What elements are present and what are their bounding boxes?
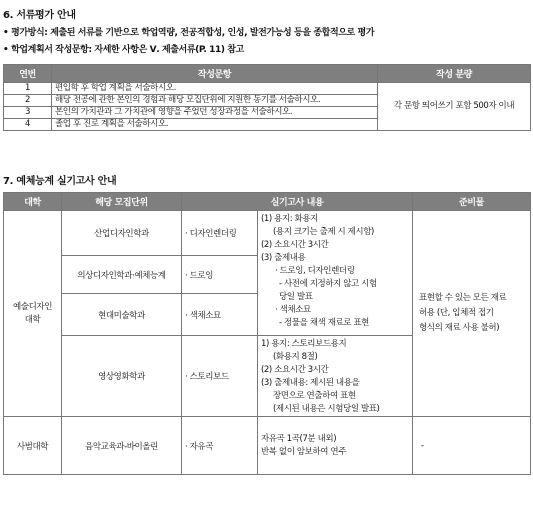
content-line: (3) 출제내용: 제시된 내용을 [261, 378, 360, 388]
row-no: 1 [4, 83, 52, 95]
content-line: · 색채소묘 [275, 305, 311, 315]
content-line: (화용지 8절) [273, 352, 318, 362]
table-header-row [4, 65, 531, 83]
table-row [4, 211, 531, 256]
header-content: 실기고사 내용 [182, 193, 413, 211]
unit-exam: · 디자인렌더링 [182, 211, 258, 256]
unit-exam: · 스토리보드 [182, 336, 258, 417]
content-line: (제시된 내용은 시험당일 발표) [273, 404, 380, 414]
unit-exam: · 색채소묘 [182, 294, 258, 336]
materials-art: 표현할 수 있는 모든 재료 허용 (단, 입체적 접기 형식의 재료 사용 불허) [413, 211, 531, 417]
content-line: (용지 크기는 출제 시 제시함) [273, 227, 374, 237]
header-materials: 준비물 [413, 193, 531, 211]
table-row [4, 83, 531, 95]
unit-name: 음악교육과-바이올린 [62, 417, 182, 475]
materials-music: - [413, 417, 531, 475]
row-no: 4 [4, 119, 52, 131]
content-line: 당일 발표 [279, 292, 313, 302]
essay-question-table [3, 64, 531, 131]
content-line: 1) 용지: 스토리보드용지 [261, 339, 347, 349]
header-college: 대학 [4, 193, 62, 211]
row-no: 3 [4, 107, 52, 119]
exam-content-art [258, 211, 413, 336]
section6-bullet-method: • 평가방식: 제출된 서류를 기반으로 학업역량, 전공적합성, 인성, 발전가능성 등을 종합적으로 평가 [3, 28, 375, 38]
content-line: (3) 출제내용 [261, 253, 306, 263]
table-header-row [4, 193, 531, 211]
unit-name: 산업디자인학과 [62, 211, 182, 256]
content-line: - 사전에 지정하지 않고 시험 [279, 279, 377, 289]
content-line: - 정물을 채색 재료로 표현 [279, 318, 369, 328]
college-education: 사범대학 [4, 417, 62, 475]
content-line: (2) 소요시간 3시간 [261, 365, 329, 375]
unit-exam: · 드로잉 [182, 256, 258, 294]
content-line: (1) 용지: 화용지 [261, 214, 318, 224]
section6-title: 6. 서류평가 안내 [3, 10, 76, 21]
table-row [4, 417, 531, 475]
unit-exam: · 자유곡 [182, 417, 258, 475]
unit-name: 영상영화학과 [62, 336, 182, 417]
header-amount: 작성 분량 [378, 65, 531, 83]
college-art-design: 예술디자인 대학 [4, 211, 62, 417]
row-no: 2 [4, 95, 52, 107]
unit-name: 의상디자인학과·예체능계 [62, 256, 182, 294]
section7-title: 7. 예체능계 실기고사 안내 [3, 176, 117, 187]
exam-content-film [258, 336, 413, 417]
header-no: 연번 [4, 65, 52, 83]
practical-exam-table [3, 192, 531, 475]
section6-bullet-question: • 학업계획서 작성문항: 자세한 사항은 Ⅴ. 제출서류(P. 11) 참고 [3, 45, 244, 55]
header-question: 작성문항 [52, 65, 378, 83]
content-line: (2) 소요시간 3시간 [261, 240, 329, 250]
content-line: 반복 없이 암보하여 연주 [261, 446, 347, 457]
content-line: 장면으로 연출하여 표현 [273, 391, 356, 401]
content-line: 자유곡 1곡(7분 내외) [261, 433, 337, 444]
row-question: 졸업 후 진로 계획을 서술하시오. [52, 119, 378, 131]
content-line: · 드로잉, 디자인렌더링 [275, 266, 355, 276]
row-question: 해당 전공에 관한 본인의 경험과 해당 모집단위에 지원한 동기를 서술하시오. [52, 95, 378, 107]
header-unit: 해당 모집단위 [62, 193, 182, 211]
row-question: 편입학 후 학업 계획을 서술하시오. [52, 83, 378, 95]
unit-name: 현대미술학과 [62, 294, 182, 336]
exam-content-music [258, 417, 413, 475]
amount-cell: 각 문항 띄어쓰기 포함 500자 이내 [378, 83, 531, 131]
row-question: 본인의 가치관과 그 가치관에 영향을 주었던 성장과정을 서술하시오. [52, 107, 378, 119]
